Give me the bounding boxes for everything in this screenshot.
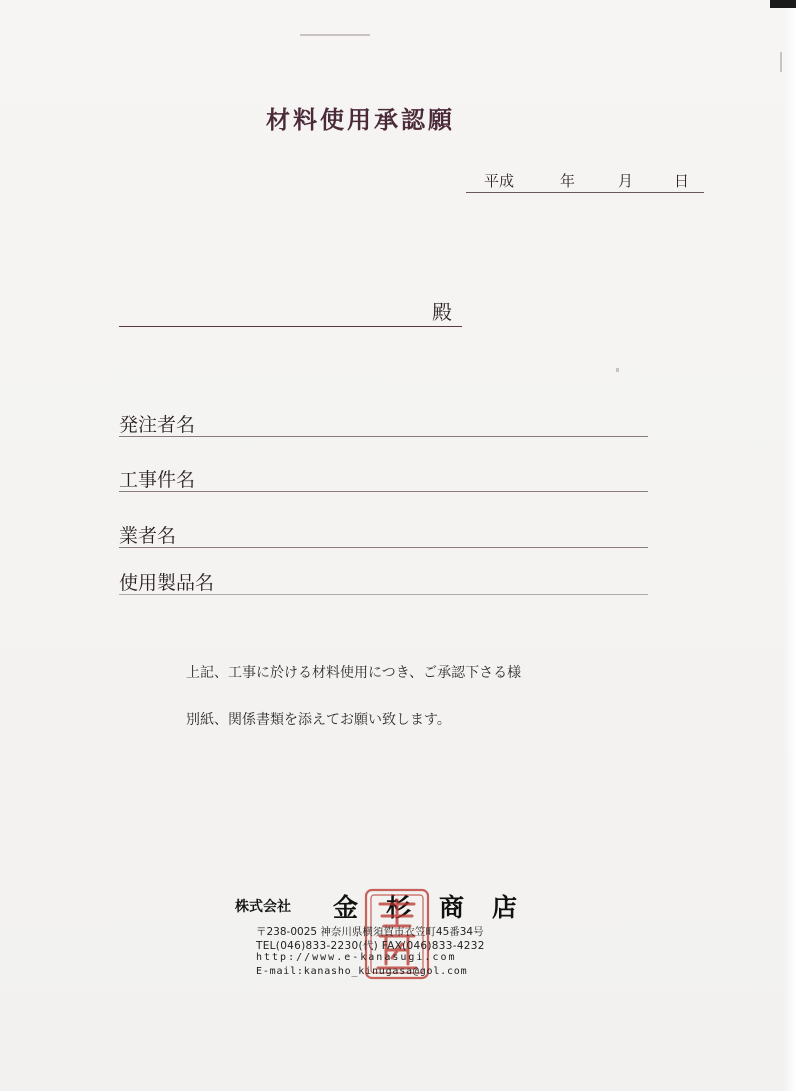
- scan-speck: [616, 368, 619, 372]
- field-contractor: 業者名: [119, 521, 648, 548]
- company-address: 〒238-0025 神奈川県横須賀市衣笠町45番34号: [256, 926, 484, 938]
- document-title: 材料使用承認願: [266, 106, 455, 134]
- date-era: 平成: [484, 172, 515, 190]
- field-project: 工事件名: [119, 465, 648, 492]
- date-month: 月: [618, 172, 634, 190]
- page-edge: [784, 0, 796, 1091]
- date-line: [466, 170, 704, 193]
- addressee-honorific: 殿: [432, 300, 452, 324]
- company-name: 金杉商店: [333, 893, 546, 922]
- field-orderer: 発注者名: [119, 410, 648, 437]
- date-day: 日: [674, 172, 690, 190]
- company-prefix: 株式会社: [235, 899, 291, 915]
- addressee-line: [119, 296, 462, 327]
- scan-corner: [770, 0, 796, 8]
- body-line-2: 別紙、関係書類を添えてお願い致します。: [186, 712, 451, 728]
- date-year: 年: [560, 172, 576, 190]
- scan-speck: [780, 52, 782, 72]
- scan-speck: [300, 34, 370, 36]
- company-phone-fax: TEL(046)833-2230(代) FAX(046)833-4232: [256, 940, 485, 952]
- company-url: http://www.e-kanasugi.com: [256, 952, 457, 963]
- field-product: 使用製品名: [119, 568, 648, 595]
- company-email: E-mail:kanasho_kinugasa@gol.com: [256, 966, 468, 977]
- body-line-1: 上記、工事に於ける材料使用につき、ご承認下さる様: [186, 665, 522, 681]
